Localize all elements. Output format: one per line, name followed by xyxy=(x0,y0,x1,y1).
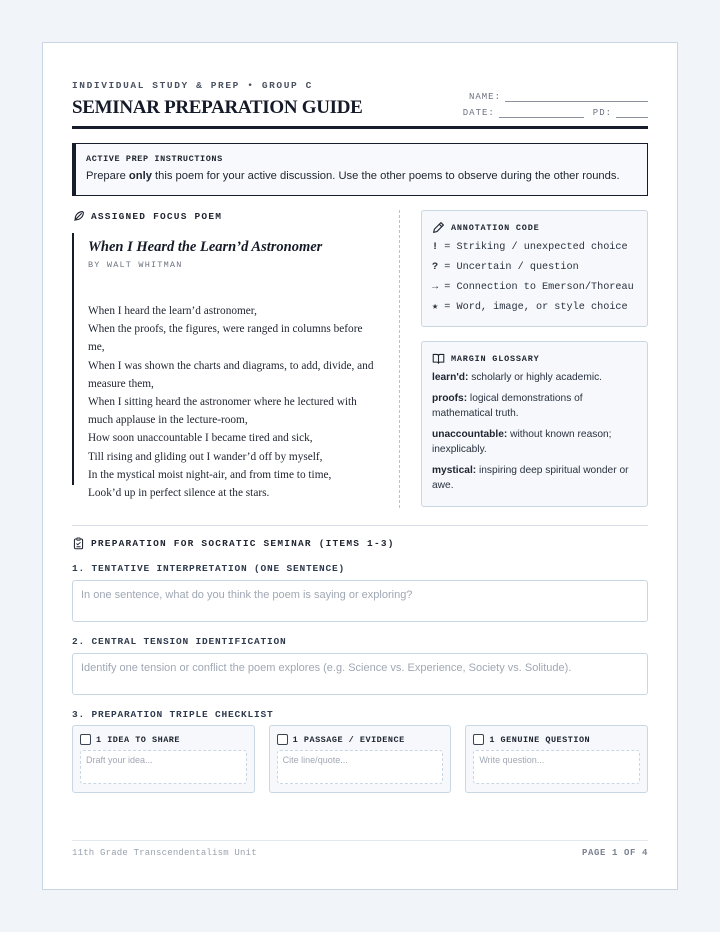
name-label: NAME: xyxy=(468,92,501,102)
date-label: DATE: xyxy=(462,108,495,118)
glossary-term: learn'd: xyxy=(432,372,469,383)
page-number: PAGE 1 OF 4 xyxy=(581,848,648,858)
poem-line: When I heard the learn’d astronomer, xyxy=(88,305,257,317)
annotation-symbol: ! xyxy=(432,242,439,253)
worksheet-page xyxy=(42,42,678,890)
glossary-definition: inspiring deep spiritual wonder or awe. xyxy=(432,464,629,491)
checklist-label: 1 IDEA TO SHARE xyxy=(96,734,181,745)
checklist-label: 1 PASSAGE / EVIDENCE xyxy=(292,734,405,745)
pd-line[interactable] xyxy=(616,108,648,118)
poem-title: When I Heard the Learn’d Astronomer xyxy=(88,239,323,255)
poem-block xyxy=(72,233,379,500)
poem-text xyxy=(88,302,379,502)
poem-line: In the mystical moist night-air, and from time to time, xyxy=(88,468,332,481)
clipboard-icon xyxy=(72,537,85,550)
focus-poem-heading: ASSIGNED FOCUS POEM xyxy=(72,210,222,223)
annotation-meaning: = Word, image, or style choice xyxy=(438,302,628,313)
glossary-heading: MARGIN GLOSSARY xyxy=(432,352,637,365)
footer-rule xyxy=(72,840,648,841)
prep-heading: PREPARATION FOR SOCRATIC SEMINAR (ITEMS 1-3) xyxy=(72,537,395,550)
q3-label: 3. PREPARATION TRIPLE CHECKLIST xyxy=(72,709,274,720)
annotation-code-card xyxy=(421,210,648,327)
q2-label: 2. CENTRAL TENSION IDENTIFICATION xyxy=(72,636,287,647)
feather-icon xyxy=(72,210,85,223)
poem-line: How soon unaccountable I became tired and sick, xyxy=(88,432,313,445)
glossary-term: unaccountable: xyxy=(432,428,508,440)
name-line[interactable] xyxy=(505,92,648,102)
poem-line: Look’d up in perfect silence at the stars. xyxy=(88,487,270,500)
glossary-entry xyxy=(432,463,637,494)
annotation-row xyxy=(432,281,637,294)
annotation-row xyxy=(432,301,637,314)
poem-line: When the proofs, the figures, were ranged in columns before me, xyxy=(88,323,363,354)
annotation-symbol: → xyxy=(432,282,439,293)
annotation-meaning: = Uncertain / question xyxy=(438,262,579,273)
page-title: SEMINAR PREPARATION GUIDE xyxy=(72,97,363,118)
annotation-symbol: ★ xyxy=(432,302,439,313)
annotation-row xyxy=(432,261,637,274)
annotation-symbol: ? xyxy=(432,262,439,273)
date-line[interactable] xyxy=(499,108,584,118)
annotation-meaning: = Connection to Emerson/Thoreau xyxy=(438,282,634,293)
glossary-term: proofs: xyxy=(432,392,468,404)
annotation-heading: ANNOTATION CODE xyxy=(432,221,637,234)
checklist-header xyxy=(277,734,444,745)
name-field[interactable] xyxy=(469,92,648,102)
pd-label: PD: xyxy=(592,108,612,118)
checklist-card-passage xyxy=(269,725,452,793)
pen-icon xyxy=(432,221,445,234)
footer-unit: 11th Grade Transcendentalism Unit xyxy=(72,848,257,858)
glossary-entry xyxy=(432,391,637,422)
checklist-row xyxy=(72,725,648,793)
header-eyebrow: INDIVIDUAL STUDY & PREP • GROUP C xyxy=(72,80,313,91)
book-icon xyxy=(432,352,445,365)
question-input[interactable]: Write question... xyxy=(473,750,640,784)
checklist-label: 1 GENUINE QUESTION xyxy=(489,734,591,745)
instructions-box xyxy=(72,143,648,196)
checkbox[interactable] xyxy=(80,734,91,745)
glossary-definition: logical demonstrations of mathematical truth. xyxy=(432,392,583,419)
glossary-entry xyxy=(432,370,637,386)
tension-input[interactable]: Identify one tension or conflict the poem explores (e.g. Science vs. Experience, Society vs. Solitude). xyxy=(72,653,648,695)
poem-line: Till rising and gliding out I wander’d off by myself, xyxy=(88,450,323,463)
passage-input[interactable]: Cite line/quote... xyxy=(277,750,444,784)
column-divider xyxy=(399,210,400,508)
annotation-row xyxy=(432,241,637,254)
interpretation-input[interactable]: In one sentence, what do you think the poem is saying or exploring? xyxy=(72,580,648,622)
checklist-card-question xyxy=(465,725,648,793)
idea-input[interactable]: Draft your idea... xyxy=(80,750,247,784)
section-rule xyxy=(72,525,648,526)
instructions-text: Prepare only this poem for your active discussion. Use the other poems to observe during the other rounds. xyxy=(86,170,620,182)
checklist-header xyxy=(473,734,640,745)
poem-line: When I was shown the charts and diagrams, to add, divide, and measure them, xyxy=(88,359,374,390)
instructions-label: ACTIVE PREP INSTRUCTIONS xyxy=(86,154,223,164)
date-pd-fields xyxy=(463,108,648,118)
checklist-card-idea xyxy=(72,725,255,793)
glossary-entry xyxy=(432,427,637,458)
checkbox[interactable] xyxy=(277,734,288,745)
glossary-term: mystical: xyxy=(432,464,477,476)
glossary-definition: without known reason; inexplicably. xyxy=(432,428,612,455)
poem-line: When I sitting heard the astronomer where he lectured with much applause in the lecture-room, xyxy=(88,396,357,427)
checklist-header xyxy=(80,734,247,745)
glossary-definition: scholarly or highly academic. xyxy=(468,372,603,383)
poem-author: BY WALT WHITMAN xyxy=(88,260,183,270)
annotation-meaning: = Striking / unexpected choice xyxy=(438,242,628,253)
checkbox[interactable] xyxy=(473,734,484,745)
margin-glossary-card xyxy=(421,341,648,507)
q1-label: 1. TENTATIVE INTERPRETATION (ONE SENTENCE) xyxy=(72,563,346,574)
header-rule xyxy=(72,126,648,129)
